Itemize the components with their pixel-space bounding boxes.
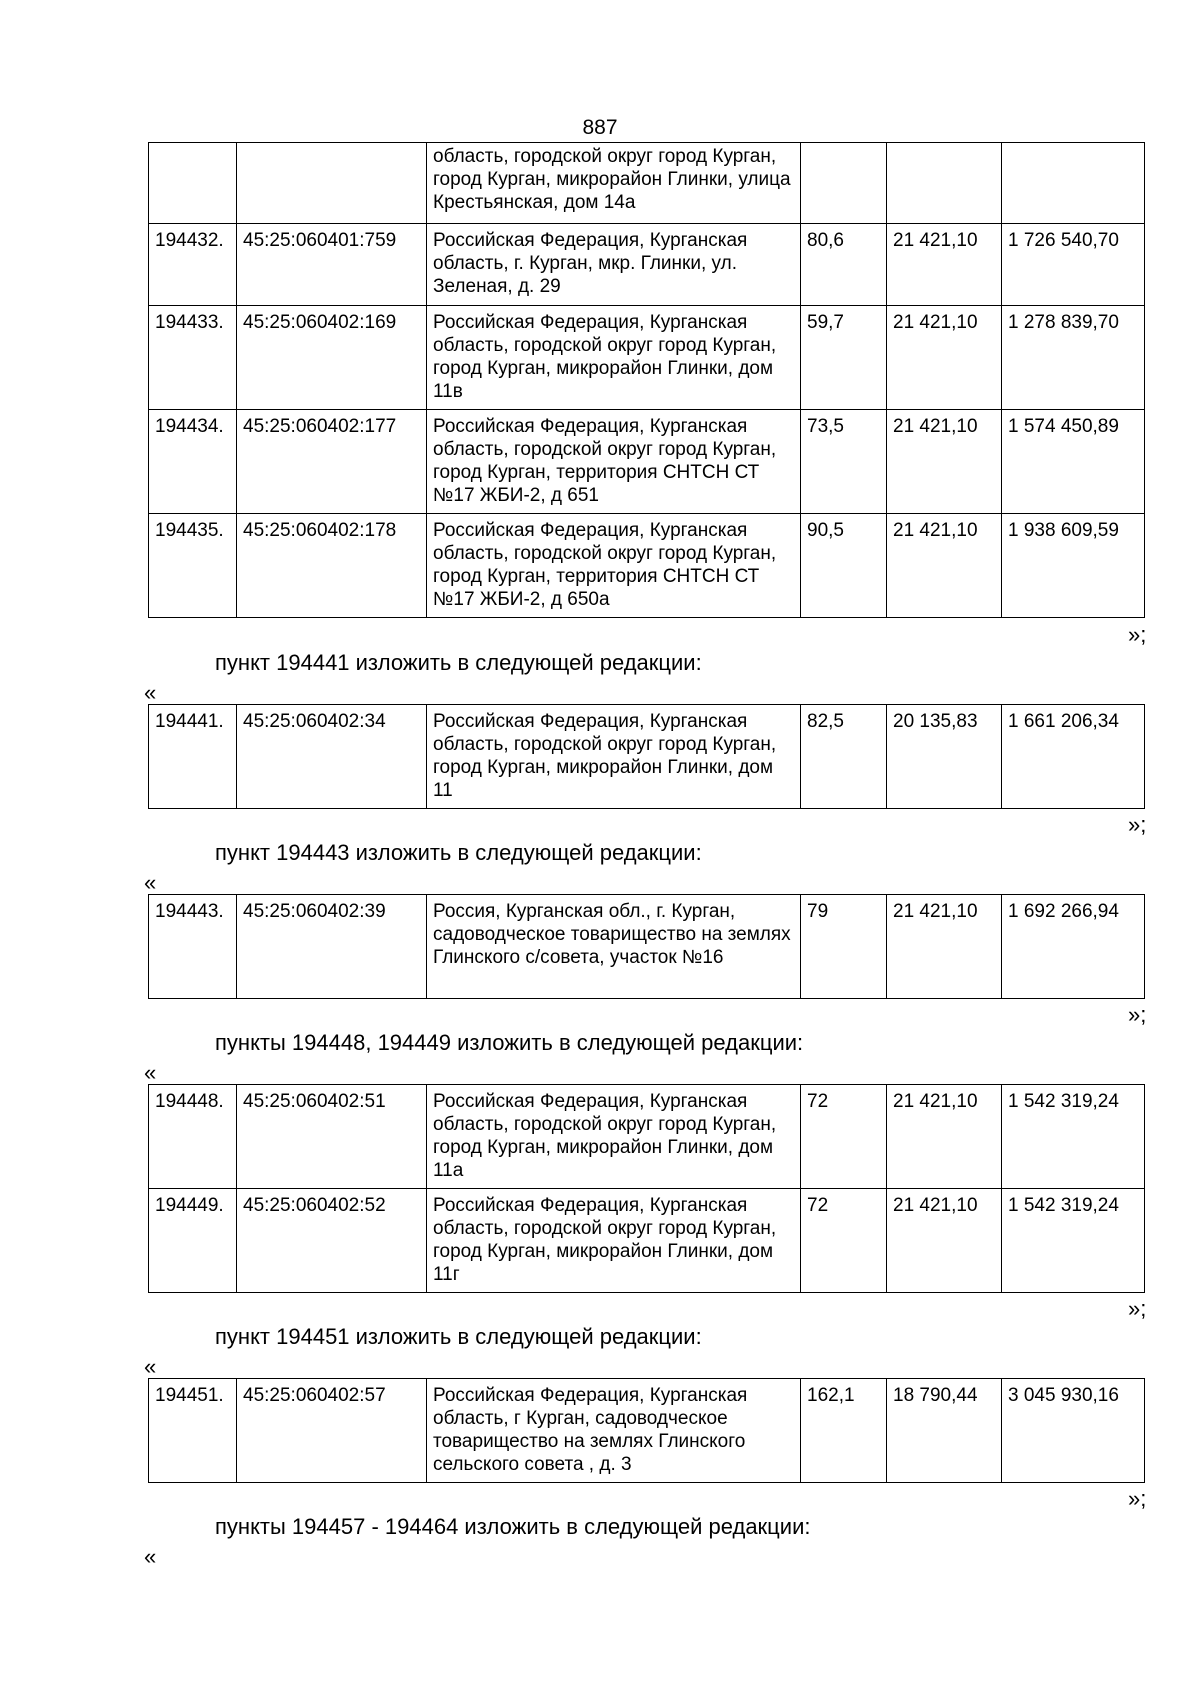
table-row <box>149 306 1145 410</box>
amendment-instruction: пункт 194443 изложить в следующей редакции: <box>215 840 702 865</box>
cadastral-number: 45:25:060402:169 <box>237 306 427 410</box>
rate: 20 135,83 <box>887 705 1002 809</box>
opening-quote: « <box>144 1060 157 1085</box>
cadastral-number: 45:25:060402:51 <box>237 1085 427 1189</box>
row-number: 194443. <box>149 895 237 999</box>
property-table <box>148 704 1145 809</box>
opening-quote: « <box>144 680 157 705</box>
table-row <box>149 1189 1145 1293</box>
row-number: 194441. <box>149 705 237 809</box>
rate: 21 421,10 <box>887 306 1002 410</box>
area: 72 <box>801 1189 887 1293</box>
amendment-instruction: пункт 194441 изложить в следующей редакции: <box>215 650 702 675</box>
cadastral-number: 45:25:060402:177 <box>237 410 427 514</box>
page-number: 887 <box>582 116 618 139</box>
rate: 21 421,10 <box>887 224 1002 306</box>
row-number: 194433. <box>149 306 237 410</box>
address: Российская Федерация, Курганская область, г Курган, садоводческое товарищество на землях Глинского сельского совета , д. 3 <box>427 1379 801 1483</box>
cost: 1 278 839,70 <box>1002 306 1145 410</box>
closing-quote: »; <box>1128 1296 1147 1321</box>
row-number: 194448. <box>149 1085 237 1189</box>
cost: 1 574 450,89 <box>1002 410 1145 514</box>
area: 59,7 <box>801 306 887 410</box>
cost <box>1002 143 1145 224</box>
table-row <box>149 143 1145 224</box>
row-number <box>149 143 237 224</box>
property-table <box>148 1378 1145 1483</box>
area: 90,5 <box>801 514 887 618</box>
closing-quote: »; <box>1128 812 1147 837</box>
cost: 1 542 319,24 <box>1002 1189 1145 1293</box>
cadastral-number: 45:25:060402:52 <box>237 1189 427 1293</box>
table-row <box>149 1379 1145 1483</box>
table-row <box>149 895 1145 999</box>
row-number: 194451. <box>149 1379 237 1483</box>
amendment-instruction: пункты 194448, 194449 изложить в следующей редакции: <box>215 1030 804 1055</box>
cadastral-number: 45:25:060401:759 <box>237 224 427 306</box>
area: 82,5 <box>801 705 887 809</box>
address: Российская Федерация, Курганская область, городской округ город Курган, город Курган, территория СНТСН СТ №17 ЖБИ-2, д 651 <box>427 410 801 514</box>
opening-quote: « <box>144 870 157 895</box>
address: Российская Федерация, Курганская область, городской округ город Курган, город Курган, территория СНТСН СТ №17 ЖБИ-2, д 650а <box>427 514 801 618</box>
rate: 21 421,10 <box>887 410 1002 514</box>
opening-quote: « <box>144 1354 157 1379</box>
amendment-instruction: пункты 194457 - 194464 изложить в следующей редакции: <box>215 1514 811 1539</box>
table-row <box>149 514 1145 618</box>
row-number: 194435. <box>149 514 237 618</box>
address: Российская Федерация, Курганская область, городской округ город Курган, город Курган, микрорайон Глинки, дом 11 <box>427 705 801 809</box>
property-table <box>148 1084 1145 1293</box>
row-number: 194449. <box>149 1189 237 1293</box>
cost: 1 542 319,24 <box>1002 1085 1145 1189</box>
table-row <box>149 224 1145 306</box>
table-row <box>149 1085 1145 1189</box>
opening-quote: « <box>144 1544 157 1569</box>
closing-quote: »; <box>1128 1002 1147 1027</box>
cost: 1 661 206,34 <box>1002 705 1145 809</box>
address: область, городской округ город Курган, город Курган, микрорайон Глинки, улица Крестьянская, дом 14а <box>427 143 801 224</box>
property-table <box>148 894 1145 999</box>
cadastral-number: 45:25:060402:34 <box>237 705 427 809</box>
rate: 21 421,10 <box>887 1085 1002 1189</box>
area: 73,5 <box>801 410 887 514</box>
cost: 3 045 930,16 <box>1002 1379 1145 1483</box>
rate <box>887 143 1002 224</box>
cadastral-number: 45:25:060402:178 <box>237 514 427 618</box>
closing-quote: »; <box>1128 622 1147 647</box>
area: 72 <box>801 1085 887 1189</box>
area <box>801 143 887 224</box>
rate: 21 421,10 <box>887 1189 1002 1293</box>
row-number: 194432. <box>149 224 237 306</box>
address: Российская Федерация, Курганская область, г. Курган, мкр. Глинки, ул. Зеленая, д. 29 <box>427 224 801 306</box>
area: 80,6 <box>801 224 887 306</box>
row-number: 194434. <box>149 410 237 514</box>
table-row <box>149 410 1145 514</box>
property-table <box>148 142 1145 618</box>
address: Российская Федерация, Курганская область, городской округ город Курган, город Курган, микрорайон Глинки, дом 11а <box>427 1085 801 1189</box>
rate: 21 421,10 <box>887 514 1002 618</box>
area: 162,1 <box>801 1379 887 1483</box>
amendment-instruction: пункт 194451 изложить в следующей редакции: <box>215 1324 702 1349</box>
address: Российская Федерация, Курганская область, городской округ город Курган, город Курган, микрорайон Глинки, дом 11в <box>427 306 801 410</box>
rate: 18 790,44 <box>887 1379 1002 1483</box>
cost: 1 692 266,94 <box>1002 895 1145 999</box>
address: Российская Федерация, Курганская область, городской округ город Курган, город Курган, микрорайон Глинки, дом 11г <box>427 1189 801 1293</box>
closing-quote: »; <box>1128 1486 1147 1511</box>
cadastral-number: 45:25:060402:39 <box>237 895 427 999</box>
rate: 21 421,10 <box>887 895 1002 999</box>
cadastral-number: 45:25:060402:57 <box>237 1379 427 1483</box>
cost: 1 726 540,70 <box>1002 224 1145 306</box>
address: Россия, Курганская обл., г. Курган, садоводческое товарищество на землях Глинского с/совета, участок №16 <box>427 895 801 999</box>
cadastral-number <box>237 143 427 224</box>
cost: 1 938 609,59 <box>1002 514 1145 618</box>
area: 79 <box>801 895 887 999</box>
table-row <box>149 705 1145 809</box>
